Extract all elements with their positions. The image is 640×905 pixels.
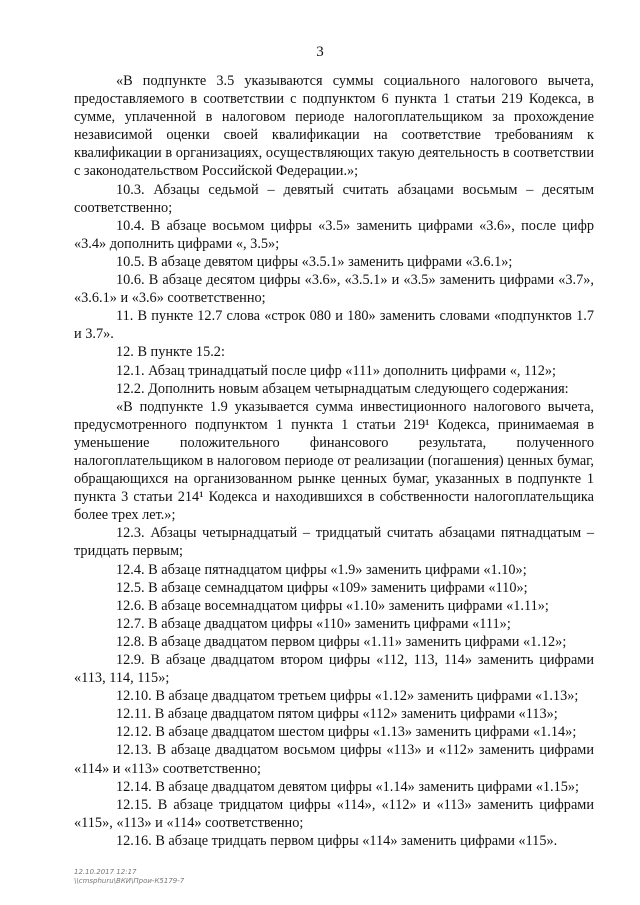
paragraph: 12.6. В абзаце восемнадцатом цифры «1.10» заменить цифрами «1.11»; [116, 597, 549, 614]
paragraph: 12.13. В абзаце двадцатом восьмом цифры «113» и «112» заменить цифрами «114» и «113» соответственно; [74, 742, 594, 777]
paragraph: 10.5. В абзаце девятом цифры «3.5.1» заменить цифрами «3.6.1»; [116, 253, 513, 270]
file-stamp-path: \\cmsphuru\ВКИ\Прои-К5179-7 [74, 877, 185, 885]
paragraph: 12.8. В абзаце двадцатом первом цифры «1.11» заменить цифрами «1.12»; [116, 633, 567, 650]
paragraph: 12.4. В абзаце пятнадцатом цифры «1.9» заменить цифрами «1.10»; [116, 561, 527, 578]
paragraph: 12.10. В абзаце двадцатом третьем цифры «1.12» заменить цифрами «1.13»; [116, 688, 579, 705]
paragraph: «В подпункте 1.9 указывается сумма инвестиционного налогового вычета, предусмотренного подпунктом 1 пункта 1 статьи 219¹ Кодекса, принимаемая в уменьшение положительного финансового результата, полученного налогоплательщиком в налоговом периоде от реализации (погашения) ценных бумаг, обращающихся на организованном рынке ценных бумаг, указанных в подпункте 1 пункта 3 статьи 214¹ Кодекса и находившихся в собственности налогоплательщика более трех лет.»; [74, 398, 594, 524]
paragraph: 12.1. Абзац тринадцатый после цифр «111» дополнить цифрами «, 112»; [116, 362, 557, 379]
paragraph: 12.7. В абзаце двадцатом цифры «110» заменить цифрами «111»; [116, 615, 511, 632]
paragraph: «В подпункте 3.5 указываются суммы социального налогового вычета, предоставляемого в соответствии с подпунктом 6 пункта 1 статьи 219 Кодекса, в сумме, уплаченной в налоговом периоде налогоплательщиком за прохождение независимой оценки своей квалификации на соответствие требованиям к квалификации в организациях, осуществляющих такую деятельность в соответствии с законодательством Российской Федерации.»; [74, 73, 594, 180]
document-body [74, 72, 594, 850]
paragraph: 12.3. Абзацы четырнадцатый – тридцатый считать абзацами пятнадцатым – тридцать первым; [74, 525, 594, 560]
paragraph: 12.16. В абзаце тридцать первом цифры «114» заменить цифрами «115». [116, 832, 558, 849]
file-stamp-date: 12.10.2017 12:17 [74, 868, 137, 876]
paragraph: 12.15. В абзаце тридцатом цифры «114», «112» и «113» заменить цифрами «115», «113» и «114» соответственно; [74, 796, 594, 831]
file-stamp [74, 868, 184, 886]
paragraph: 12.14. В абзаце двадцатом девятом цифры «1.14» заменить цифрами «1.15»; [116, 778, 580, 795]
paragraph: 12.5. В абзаце семнадцатом цифры «109» заменить цифрами «110»; [116, 579, 528, 596]
paragraph: 12.2. Дополнить новым абзацем четырнадцатым следующего содержания: [116, 380, 569, 397]
paragraph: 10.4. В абзаце восьмом цифры «3.5» заменить цифрами «3.6», после цифр «3.4» дополнить цифрами «, 3.5»; [74, 217, 594, 252]
paragraph: 12.11. В абзаце двадцатом пятом цифры «112» заменить цифрами «113»; [116, 706, 558, 723]
paragraph: 12.12. В абзаце двадцатом шестом цифры «1.13» заменить цифрами «1.14»; [116, 724, 577, 741]
paragraph: 11. В пункте 12.7 слова «строк 080 и 180» заменить словами «подпунктов 1.7 и 3.7». [74, 308, 594, 343]
paragraph: 12.9. В абзаце двадцатом втором цифры «112, 113, 114» заменить цифрами «113, 114, 115»; [74, 652, 594, 687]
paragraph: 10.6. В абзаце десятом цифры «3.6», «3.5.1» и «3.5» заменить цифрами «3.7», «3.6.1» и «3.6» соответственно; [74, 272, 594, 307]
paragraph: 12. В пункте 15.2: [116, 344, 225, 361]
page-number: 3 [316, 44, 324, 60]
paragraph: 10.3. Абзацы седьмой – девятый считать абзацами восьмым – десятым соответственно; [74, 181, 594, 216]
